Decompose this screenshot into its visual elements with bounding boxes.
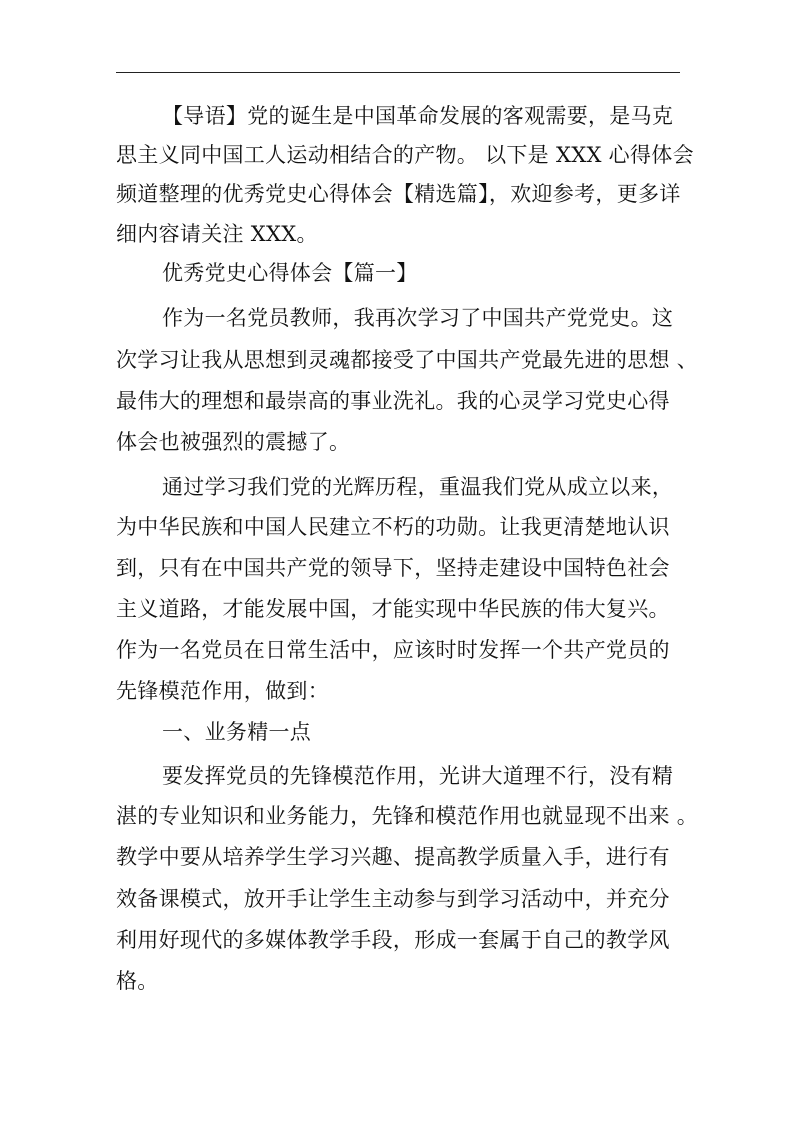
intro-line-4: 细内容请关注 XXX。 [116,222,318,246]
intro-line-3: 频道整理的优秀党史心得体会【精选篇】，欢迎参考，更多详 [116,182,681,206]
para2-line-6: 先锋模范作用，做到： [116,679,329,703]
section-title: 优秀党史心得体会【篇一】 [162,261,418,285]
para2-line-4: 主义道路，才能发展中国，才能实现中华民族的伟大复兴。 [116,597,670,621]
header-divider [116,72,680,73]
para1-line-2: 次学习让我从思想到灵魂都接受了中国共产党最先进的思想 、 [116,348,699,372]
para3-line-4: 效备课模式，放开手让学生主动参与到学习活动中，并充分 [116,887,670,911]
para1-line-1: 作为一名党员教师，我再次学习了中国共产党党史。这 [162,306,674,330]
para3-line-1: 要发挥党员的先锋模范作用，光讲大道理不行，没有精 [162,764,674,788]
intro-line-2: 思主义同中国工人运动相结合的产物。 以下是 XXX 心得体会 [116,143,694,167]
para1-line-4: 体会也被强烈的震撼了。 [116,430,351,454]
para3-line-5: 利用好现代的多媒体教学手段，形成一套属于自己的教学风 [116,928,670,952]
para2-line-5: 作为一名党员在日常生活中，应该时时发挥一个共产党员的 [116,638,670,662]
subheading-1: 一、业务精一点 [162,720,312,744]
para2-line-1: 通过学习我们党的光辉历程，重温我们党从成立以来， [162,475,674,499]
para2-line-3: 到，只有在中国共产党的领导下，坚持走建设中国特色社会 [116,556,670,580]
para3-line-2: 湛的专业知识和业务能力，先锋和模范作用也就显现不出来 。 [116,804,699,828]
intro-line-1: 【导语】党的诞生是中国革命发展的客观需要，是马克 [162,104,674,128]
para1-line-3: 最伟大的理想和最崇高的事业洗礼。我的心灵学习党史心得 [116,389,670,413]
para2-line-2: 为中华民族和中国人民建立不朽的功勋。让我更清楚地认识 [116,515,670,539]
para3-line-6: 格。 [116,969,159,993]
para3-line-3: 教学中要从培养学生学习兴趣、提高教学质量入手，进行有 [116,845,670,869]
